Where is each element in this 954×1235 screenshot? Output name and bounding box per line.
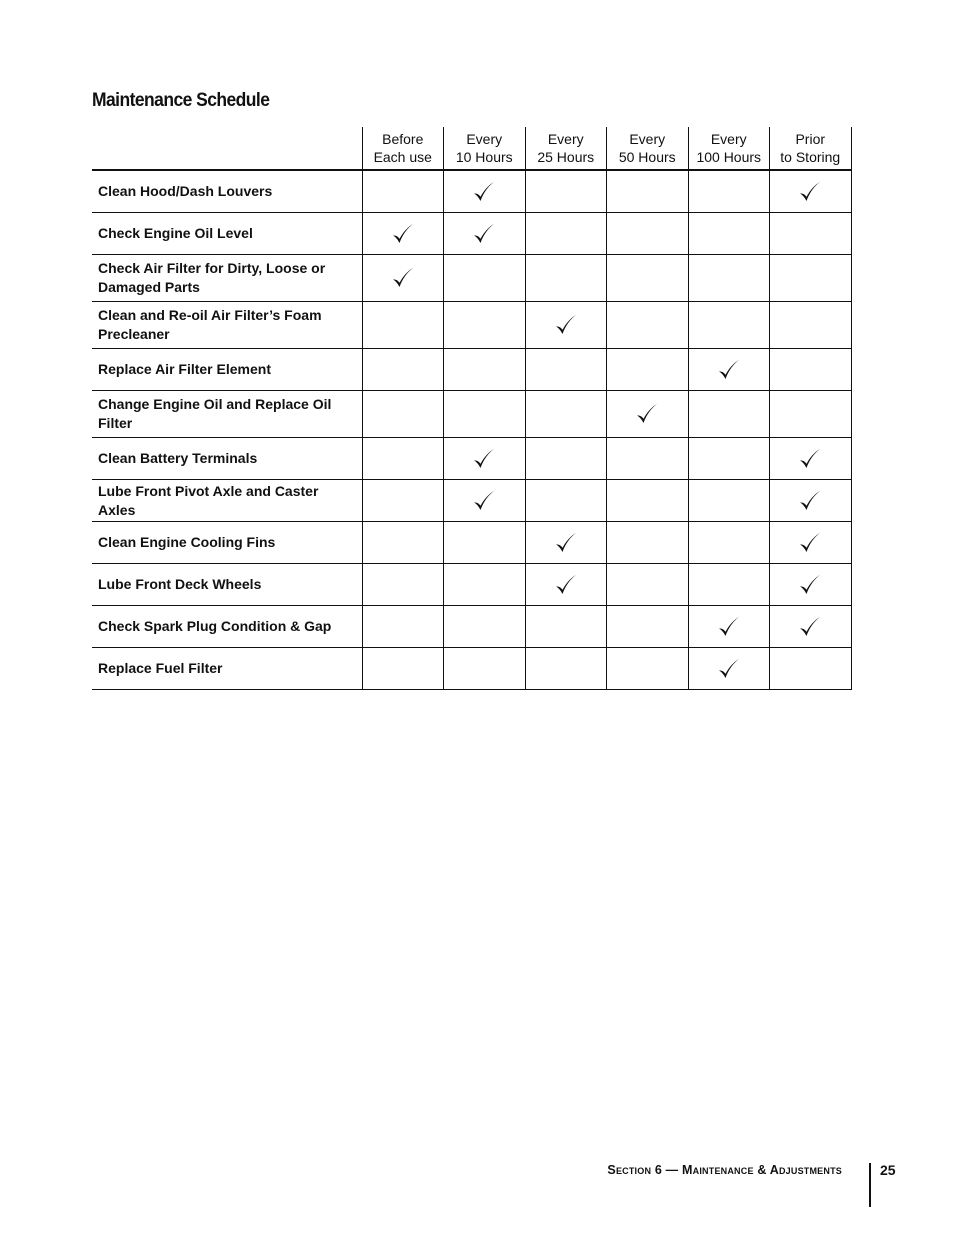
schedule-cell [770,648,852,690]
schedule-cell [770,522,852,564]
schedule-cell [525,255,607,302]
checkmark-icon [554,531,578,555]
footer-section-title: Section 6 — Maintenance & Adjustments [607,1163,842,1177]
schedule-cell [525,606,607,648]
schedule-cell [444,349,526,391]
schedule-cell [362,213,444,255]
schedule-cell [444,522,526,564]
checkmark-icon [798,489,822,513]
table-row [92,648,851,690]
table-row [92,391,851,438]
schedule-cell [444,170,526,213]
interval-column-header: Every 50 Hours [607,127,689,170]
schedule-cell [444,391,526,438]
maintenance-schedule-table [92,127,852,690]
schedule-cell [362,170,444,213]
schedule-cell [525,438,607,480]
checkmark-icon [717,358,741,382]
schedule-cell [607,170,689,213]
schedule-cell [444,438,526,480]
task-name: Check Engine Oil Level [92,213,362,255]
schedule-cell [362,606,444,648]
schedule-cell [362,255,444,302]
schedule-cell [525,391,607,438]
table-row [92,170,851,213]
checkmark-icon [554,313,578,337]
schedule-cell [525,213,607,255]
checkmark-icon [472,222,496,246]
schedule-cell [607,606,689,648]
table-row [92,438,851,480]
task-name: Lube Front Pivot Axle and Caster Axles [92,480,362,522]
schedule-cell [770,170,852,213]
schedule-cell [525,302,607,349]
task-name: Clean Battery Terminals [92,438,362,480]
schedule-cell [444,255,526,302]
schedule-cell [525,170,607,213]
schedule-cell [444,606,526,648]
schedule-cell [444,302,526,349]
schedule-cell [607,480,689,522]
table-row [92,213,851,255]
table-row [92,564,851,606]
schedule-cell [688,170,770,213]
schedule-cell [770,564,852,606]
interval-column-header: Before Each use [362,127,444,170]
checkmark-icon [798,180,822,204]
checkmark-icon [472,489,496,513]
schedule-cell [525,564,607,606]
schedule-cell [444,564,526,606]
schedule-cell [688,349,770,391]
table-row [92,302,851,349]
schedule-cell [688,302,770,349]
interval-column-header: Every 25 Hours [525,127,607,170]
schedule-cell [525,480,607,522]
schedule-cell [688,606,770,648]
schedule-cell [688,522,770,564]
table-row [92,349,851,391]
schedule-cell [362,564,444,606]
task-name: Replace Fuel Filter [92,648,362,690]
checkmark-icon [554,573,578,597]
table-row [92,255,851,302]
schedule-cell [688,391,770,438]
table-body [92,170,851,690]
task-name: Clean Hood/Dash Louvers [92,170,362,213]
schedule-cell [362,349,444,391]
schedule-cell [770,480,852,522]
page-title: Maintenance Schedule [92,90,270,111]
checkmark-icon [391,266,415,290]
checkmark-icon [798,447,822,471]
checkmark-icon [391,222,415,246]
task-column-header [92,127,362,170]
table-header-row [92,127,851,170]
checkmark-icon [798,615,822,639]
schedule-cell [770,302,852,349]
interval-column-header: Every 100 Hours [688,127,770,170]
schedule-cell [607,648,689,690]
checkmark-icon [717,657,741,681]
schedule-cell [525,522,607,564]
schedule-cell [688,438,770,480]
checkmark-icon [798,573,822,597]
task-name: Check Spark Plug Condition & Gap [92,606,362,648]
interval-column-header: Prior to Storing [770,127,852,170]
schedule-cell [607,564,689,606]
schedule-cell [770,349,852,391]
task-name: Replace Air Filter Element [92,349,362,391]
schedule-cell [770,391,852,438]
checkmark-icon [635,402,659,426]
interval-column-header: Every 10 Hours [444,127,526,170]
schedule-cell [607,213,689,255]
schedule-cell [444,213,526,255]
schedule-cell [688,480,770,522]
schedule-cell [770,255,852,302]
schedule-cell [688,564,770,606]
schedule-cell [362,648,444,690]
task-name: Clean Engine Cooling Fins [92,522,362,564]
task-name: Lube Front Deck Wheels [92,564,362,606]
checkmark-icon [717,615,741,639]
schedule-cell [607,522,689,564]
schedule-cell [525,349,607,391]
schedule-cell [688,648,770,690]
table-row [92,606,851,648]
page-number: 25 [880,1162,896,1178]
table-row [92,522,851,564]
task-name: Change Engine Oil and Replace Oil Filter [92,391,362,438]
schedule-cell [770,213,852,255]
schedule-cell [607,349,689,391]
schedule-cell [444,480,526,522]
checkmark-icon [472,447,496,471]
schedule-cell [525,648,607,690]
checkmark-icon [798,531,822,555]
schedule-cell [607,438,689,480]
schedule-cell [444,648,526,690]
task-name: Clean and Re-oil Air Filter’s Foam Precleaner [92,302,362,349]
schedule-cell [362,391,444,438]
schedule-cell [362,522,444,564]
schedule-cell [362,302,444,349]
schedule-cell [362,438,444,480]
checkmark-icon [472,180,496,204]
schedule-cell [770,606,852,648]
footer-divider [869,1163,871,1207]
schedule-cell [770,438,852,480]
schedule-cell [607,391,689,438]
table-row [92,480,851,522]
schedule-cell [607,255,689,302]
task-name: Check Air Filter for Dirty, Loose or Damaged Parts [92,255,362,302]
schedule-cell [362,480,444,522]
schedule-cell [607,302,689,349]
schedule-cell [688,213,770,255]
schedule-cell [688,255,770,302]
